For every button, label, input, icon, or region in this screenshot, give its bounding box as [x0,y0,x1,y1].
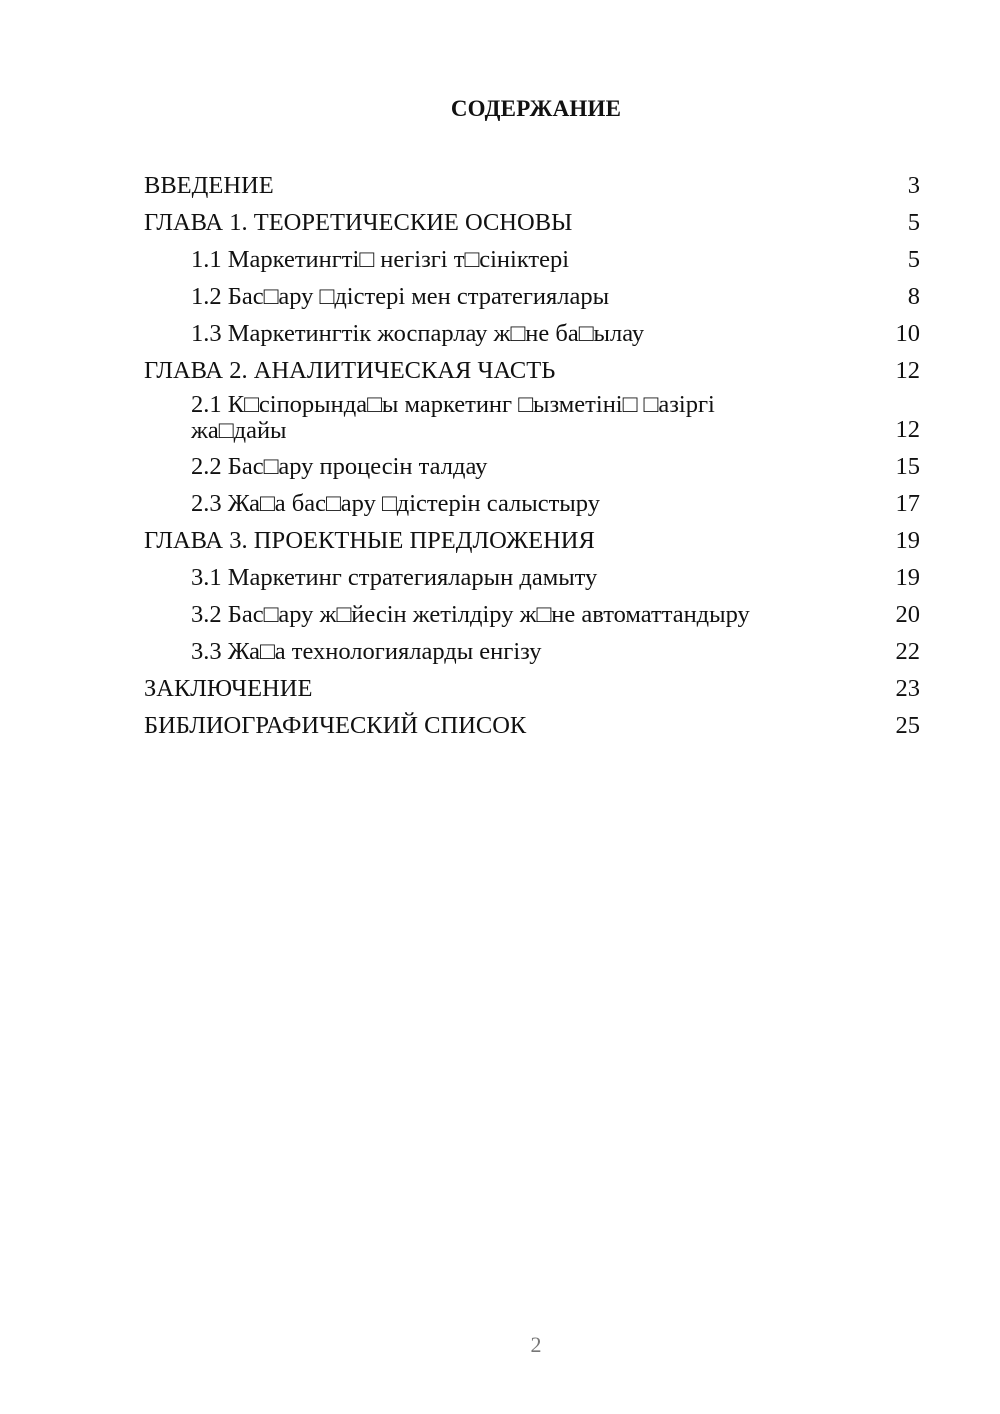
toc-entry-label: 1.3 Маркетингтік жоспарлау ж□не ба□ылау [191,320,645,347]
toc-entry-label: ГЛАВА 2. АНАЛИТИЧЕСКАЯ ЧАСТЬ [144,357,556,384]
toc-entry-section-2-1[interactable] [144,389,920,448]
toc-entry-label: 3.1 Маркетинг стратегияларын дамыту [191,564,598,591]
toc-entry-page: 25 [895,712,920,739]
toc-entry-page: 17 [895,490,920,517]
toc-entry-label: 1.2 Бас□ару □дістері мен стратегиялары [191,283,610,310]
toc-entry-label: 1.1 Маркетингті□ негізгі т□сініктері [191,246,570,273]
toc-entry-label: 2.3 Жа□а бас□ару □дістерін салыстыру [191,490,600,517]
toc-entry-chapter-1[interactable] [144,204,920,241]
toc-entry-page: 5 [907,246,920,273]
toc-entry-page: 12 [895,357,920,384]
table-of-contents [144,167,920,744]
toc-entry-page: 22 [895,638,920,665]
toc-entry-introduction[interactable] [144,167,920,204]
toc-entry-label: 3.3 Жа□а технологияларды енгізу [191,638,542,665]
toc-entry-section-1-3[interactable] [144,315,920,352]
toc-entry-conclusion[interactable] [144,670,920,707]
toc-entry-page: 20 [895,601,920,628]
toc-entry-section-3-3[interactable] [144,633,920,670]
toc-entry-label: 3.2 Бас□ару ж□йесін жетілдіру ж□не автоматтандыру [191,601,750,628]
toc-entry-page: 3 [907,172,920,199]
toc-entry-label: ГЛАВА 3. ПРОЕКТНЫЕ ПРЕДЛОЖЕНИЯ [144,527,595,554]
page-title: СОДЕРЖАНИЕ [450,96,622,121]
toc-entry-label: ВВЕДЕНИЕ [144,172,274,199]
toc-entry-section-3-1[interactable] [144,559,920,596]
toc-entry-page: 12 [895,416,920,443]
toc-entry-label: ЗАКЛЮЧЕНИЕ [144,675,313,702]
toc-entry-section-3-2[interactable] [144,596,920,633]
toc-entry-page: 19 [895,564,920,591]
toc-entry-label: 2.2 Бас□ару процесін талдау [191,453,488,480]
toc-entry-page: 19 [895,527,920,554]
toc-entry-section-2-2[interactable] [144,448,920,485]
toc-entry-label: БИБЛИОГРАФИЧЕСКИЙ СПИСОК [144,712,527,739]
toc-entry-page: 5 [907,209,920,236]
toc-entry-label: ГЛАВА 1. ТЕОРЕТИЧЕСКИЕ ОСНОВЫ [144,209,573,236]
toc-entry-section-1-2[interactable] [144,278,920,315]
toc-entry-section-1-1[interactable] [144,241,920,278]
toc-entry-section-2-3[interactable] [144,485,920,522]
toc-entry-page: 15 [895,453,920,480]
toc-entry-page: 23 [895,675,920,702]
toc-entry-page: 10 [895,320,920,347]
toc-entry-label: 2.1 К□сіпорында□ы маркетинг □ызметіні□ □азіргі жа□дайы [191,391,715,444]
toc-entry-page: 8 [907,283,920,310]
toc-entry-bibliography[interactable] [144,707,920,744]
toc-entry-chapter-2[interactable] [144,352,920,389]
page-number: 2 [530,1332,542,1357]
toc-entry-chapter-3[interactable] [144,522,920,559]
